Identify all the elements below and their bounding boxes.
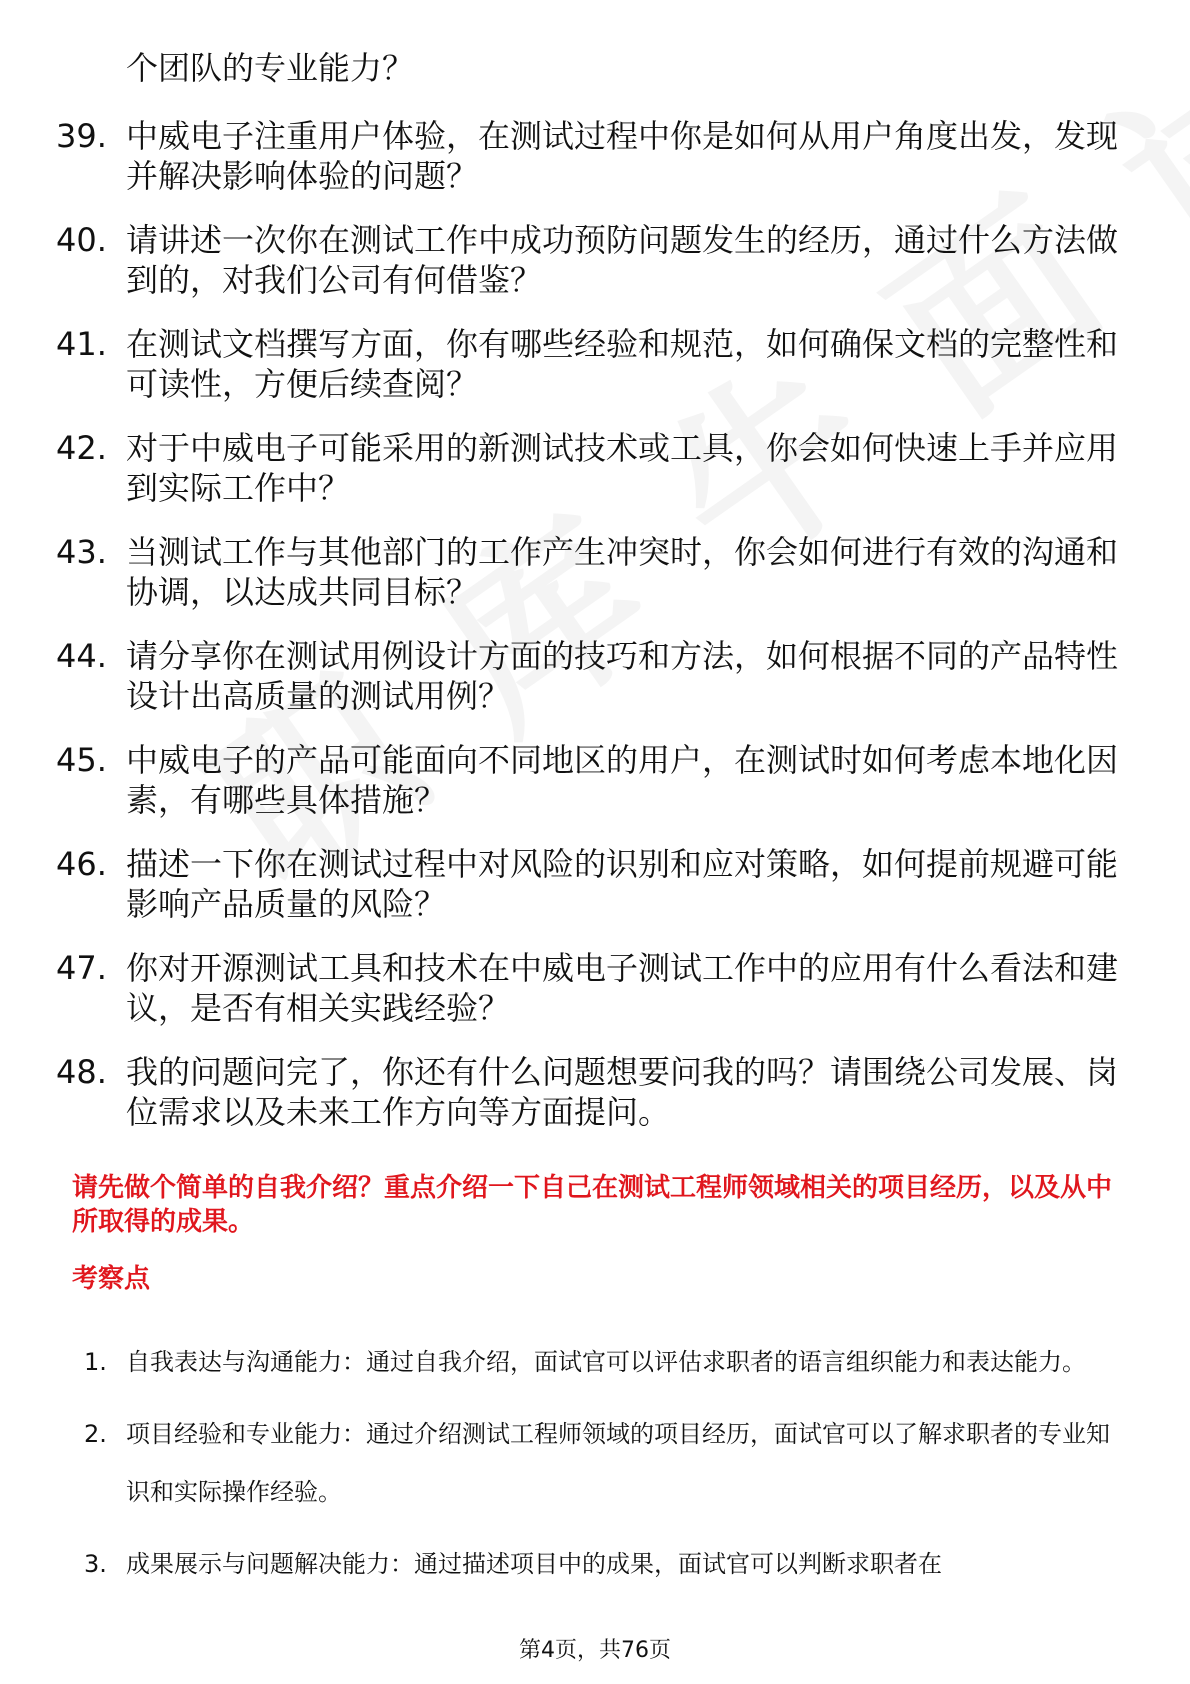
point-number: 3. [84,1550,107,1578]
question-text: 你对开源测试工具和技术在中威电子测试工作中的应用有什么看法和建议，是否有相关实践经验？ [126,949,1119,1027]
point-text: 成果展示与问题解决能力：通过描述项目中的成果，面试官可以判断求职者在 [126,1550,942,1578]
question-number: 40. [56,221,107,259]
question-list [56,116,1126,1156]
list-item [56,948,1126,1027]
question-text: 请讲述一次你在测试工作中成功预防问题发生的经历，通过什么方法做到的，对我们公司有何借鉴？ [126,221,1119,299]
point-text: 自我表达与沟通能力：通过自我介绍，面试官可以评估求职者的语言组织能力和表达能力。 [126,1348,1086,1376]
question-number: 45. [56,741,107,779]
list-item [56,116,1126,195]
list-item [56,428,1126,507]
assessment-points-list [84,1333,1124,1607]
continued-question-text: 个团队的专业能力？ [126,49,415,87]
question-number: 43. [56,533,107,571]
question-text: 我的问题问完了，你还有什么问题想要问我的吗？请围绕公司发展、岗位需求以及未来工作方向等方面提问。 [126,1053,1119,1131]
question-number: 44. [56,637,107,675]
list-item [56,324,1126,403]
point-text: 项目经验和专业能力：通过介绍测试工程师领域的项目经历，面试官可以了解求职者的专业知识和实际操作经验。 [126,1420,1110,1506]
question-text: 中威电子的产品可能面向不同地区的用户，在测试时如何考虑本地化因素，有哪些具体措施？ [126,741,1119,819]
question-text: 在测试文档撰写方面，你有哪些经验和规范，如何确保文档的完整性和可读性，方便后续查阅？ [126,325,1119,403]
list-item [56,740,1126,819]
list-item [56,220,1126,299]
question-number: 41. [56,325,107,363]
section-subtitle: 考察点 [72,1264,151,1294]
question-number: 46. [56,845,107,883]
question-number: 39. [56,117,107,155]
point-number: 1. [84,1348,107,1376]
list-item [56,844,1126,923]
list-item [84,1405,1124,1521]
question-text: 描述一下你在测试过程中对风险的识别和应对策略，如何提前规避可能影响产品质量的风险？ [126,845,1119,923]
list-item [84,1535,1124,1593]
point-number: 2. [84,1420,107,1448]
question-text: 当测试工作与其他部门的工作产生冲突时，你会如何进行有效的沟通和协调，以达成共同目标？ [126,533,1119,611]
question-text: 对于中威电子可能采用的新测试技术或工具，你会如何快速上手并应用到实际工作中？ [126,429,1119,507]
question-number: 48. [56,1053,107,1091]
section-question-heading: 请先做个简单的自我介绍？重点介绍一下自己在测试工程师领域相关的项目经历，以及从中所取得的成果。 [72,1173,1113,1237]
question-text: 中威电子注重用户体验，在测试过程中你是如何从用户角度出发，发现并解决影响体验的问题？ [126,117,1119,195]
question-text: 请分享你在测试用例设计方面的技巧和方法，如何根据不同的产品特性设计出高质量的测试用例？ [126,637,1119,715]
question-number: 47. [56,949,107,987]
question-number: 42. [56,429,107,467]
list-item [56,636,1126,715]
list-item [56,532,1126,611]
list-item [56,1052,1126,1131]
page-footer: 第4页，共76页 [519,1638,671,1663]
list-item [84,1333,1124,1391]
